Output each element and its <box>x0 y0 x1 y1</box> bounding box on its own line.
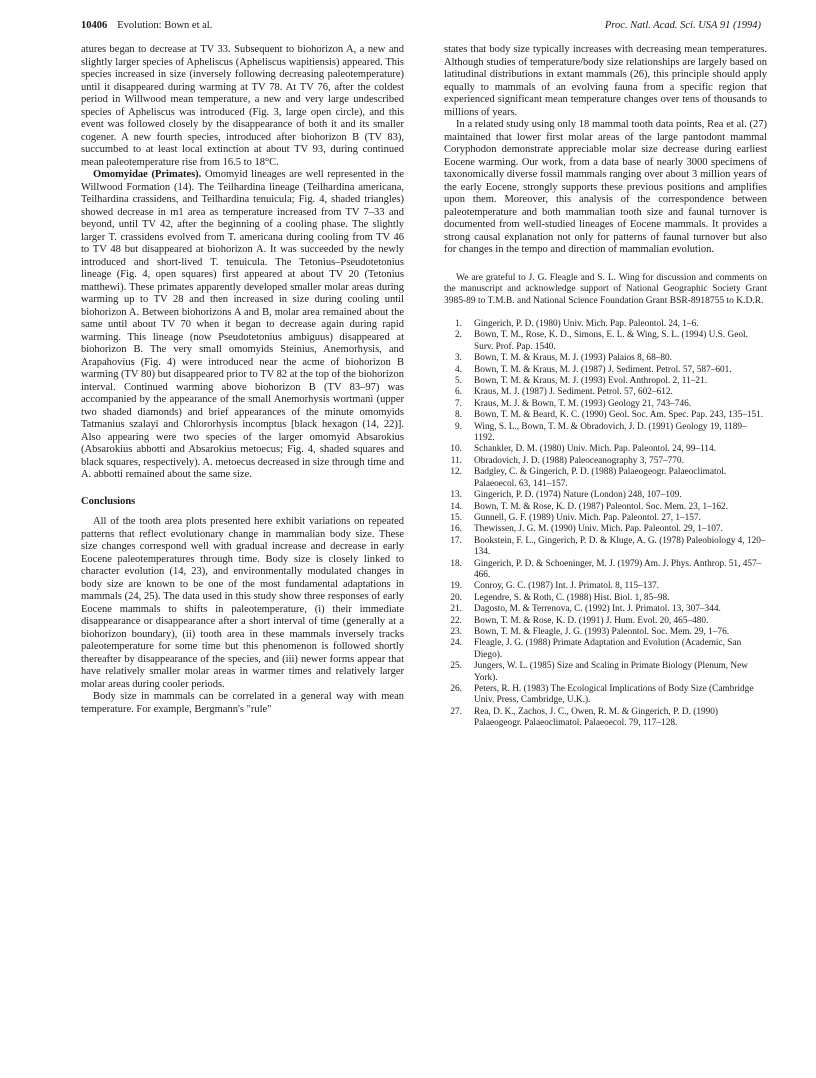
reference-text: Bown, T. M. & Kraus, M. J. (1987) J. Sediment. Petrol. 57, 587–601. <box>474 364 732 375</box>
paragraph-related-study: In a related study using only 18 mammal tooth data points, Rea et al. (27) maintained that lower first molar areas of the large pantodont mammal Coryphodon demonstrate appreciable molar size decrease during earliest Eocene warming. Our work, from a data base of nearly 3000 specimens of taxonomically diverse fossil mammals ranging over about 3 million years of the early Eocene, strongly supports these previous positions and amplifies upon them. Moreover, this analysis of the correspondence between paleotemperature and both mammalian tooth size and faunal turnover is documented from well-studied lineages of Eocene mammals. It provides a strong causal explanation not only for patterns of faunal turnover but also for changes in the tempo and direction of mammalian evolution. <box>444 119 767 255</box>
reference-number: 26. <box>450 684 462 694</box>
reference-text: Bown, T. M. & Rose, K. D. (1991) J. Hum. Evol. 20, 465–480. <box>474 615 709 626</box>
reference-text: Bown, T. M. & Kraus, M. J. (1993) Palaios 8, 68–80. <box>474 353 672 364</box>
running-header <box>81 20 761 34</box>
reference-number: 21. <box>450 604 462 615</box>
reference-item <box>444 604 767 615</box>
conclusions-heading: Conclusions <box>81 495 136 507</box>
reference-text: Gingerich, P. D. (1980) Univ. Mich. Pap. Paleontol. 24, 1–6. <box>474 319 699 329</box>
reference-number: 13. <box>450 490 462 501</box>
reference-text: Gingerich, P. D. (1974) Nature (London) 248, 107–109. <box>474 490 682 501</box>
reference-item <box>444 593 767 604</box>
right-column <box>444 44 767 730</box>
reference-text: Jungers, W. L. (1985) Size and Scaling in Primate Biology (Plenum, New York). <box>474 661 748 683</box>
reference-text: Kraus, M. J. & Bown, T. M. (1993) Geology 21, 743–746. <box>474 398 692 409</box>
reference-text: Thewissen, J. G. M. (1990) Univ. Mich. Pap. Paleontol. 29, 1–107. <box>474 524 723 535</box>
reference-number: 7. <box>455 398 462 409</box>
reference-number: 22. <box>450 615 462 626</box>
reference-item <box>444 387 767 398</box>
reference-text: Bown, T. M. & Rose, K. D. (1987) Paleontol. Soc. Mem. 23, 1–162. <box>474 501 729 512</box>
reference-number: 19. <box>450 581 462 592</box>
page-number: 10406 <box>81 20 108 31</box>
reference-text: Badgley, C. & Gingerich, P. D. (1988) Palaeogeogr. Palaeoclimatol. Palaeoecol. 63, 141–157. <box>474 467 727 489</box>
omomyidae-heading: Omomyidae (Primates). <box>93 169 202 180</box>
reference-text: Fleagle, J. G. (1988) Primate Adaptation and Evolution (Academic, San Diego). <box>474 638 742 660</box>
reference-number: 3. <box>455 353 462 364</box>
reference-number: 12. <box>450 467 462 478</box>
paragraph-bergmann: states that body size typically increases with decreasing mean temperatures. Although studies of temperature/body size relationships are largely based on latitudinal distributions in extant mammals (26), this principle should apply equally to mammals of an evolving fauna from a specific region that experienced significant mean temperature changes over tens of thousands to millions of years. <box>444 44 767 118</box>
reference-number: 8. <box>455 410 462 421</box>
reference-item <box>444 365 767 376</box>
reference-number: 1. <box>455 319 462 329</box>
reference-text: Gunnell, G. F. (1989) Univ. Mich. Pap. Paleontol. 27, 1–157. <box>474 512 701 523</box>
reference-text: Bookstein, F. L., Gingerich, P. D. & Kluge, A. G. (1978) Paleobiology 4, 120–134. <box>474 535 766 558</box>
omomyidae-text: Omomyid lineages are well represented in the Willwood Formation (14). The Teilhardina lineage (Teilhardina americana, Teilhardina crassidens, and Teilhardina tenuicula; Fig. 4, shaded triangles) showed decrease in m1 area as temperature increased from TV 7–33 and beyond, until TV 42, after the beginning of a cooling phase. The slightly larger T. crassidens evolved from T. americana during cooling from TV 46 to TV 48 but disappeared at biohorizon A. It was succeeded by the newly introduced and short-lived T. tenuicula. The Tetonius–Pseudotetonius lineage (Fig. 4, open squares) first appeared at about TV 20 (Tetonius matthewi). These primates apparently developed smaller molar areas during warming up to TV 28 and then increased in size during cooling until biohorizon A. Between biohorizons A and B, molar area remained about the same until about TV 70 when it began to decrease again during rapid warming. This lineage (now Pseudotetonius ambiguus) disappeared at biohorizon B. The very small omomyids Steinius, Anemorhysis, and Arapahovius (Fig. 4) were introduced near the acme of biohorizon B warming (TV 80) but disappeared prior to TV 82 at the top of the biohorizon interval. Continued warming above biohorizon B (TV 83–97) was accompanied by the appearance of the small Anemorhysis wortmani (upper two shaded diamonds) and brief appearances of the minute omomyids Tatmanius szalayi and Chlororhysis incomptus [black hexagon (14, 22)]. Also appearing were two species of the larger omomyid Absarokius (Absarokius abbotti and Absarokius metoecus; Fig. 4, shaded squares and black squares, respectively). A. metoecus decreased in size through time and A. abbotti remained about the same size. <box>81 169 404 480</box>
reference-list <box>444 319 767 730</box>
reference-number: 9. <box>455 421 462 432</box>
paragraph-conclusions: All of the tooth area plots presented here exhibit variations on repeated patterns that reflect evolutionary change in mammalian body size. These size changes correspond well with gradual increase and decrease in early Eocene paleotemperatures through time. Body size is closely linked to character evolution (14, 23), and environmentally modulated changes in body size are known to be one of the most fundamental adaptations in mammals (24, 25). The data used in this study show three responses of early Eocene mammals to shifts in paleotemperature, (i) their immediate disappearance or disappearance after a short interval of time (generally at a biohorizon boundary), (ii) tooth area in these mammals inversely tracks paleotemperature for some time but this phenomenon is followed shortly thereafter by disappearance of the species, and (iii) newer forms appear that have relatively smaller molar areas in warmer times and relatively larger molar areas during cooler periods. <box>81 516 404 690</box>
running-title: Evolution: Bown et al. <box>117 20 213 31</box>
acknowledgment: We are grateful to J. G. Fleagle and S. L. Wing for discussion and comments on the manuscript and acknowledge support of National Geographic Society Grant 3985-89 to T.M.B. and National Science Foundation Grant BSR-8918755 to K.D.R. <box>444 272 767 306</box>
reference-item <box>444 456 767 467</box>
reference-item <box>444 638 767 661</box>
reference-item <box>444 707 767 730</box>
reference-item <box>444 422 767 445</box>
reference-item <box>444 330 767 353</box>
reference-number: 11. <box>450 455 462 466</box>
paragraph-omomyidae <box>81 169 404 482</box>
reference-item <box>444 513 767 524</box>
reference-item <box>444 319 767 330</box>
reference-item <box>444 581 767 592</box>
paragraph-body-size: Body size in mammals can be correlated in a general way with mean temperature. For example, Bergmann's "rule" <box>81 691 404 715</box>
left-column <box>81 44 404 716</box>
reference-number: 25. <box>450 661 462 672</box>
reference-item <box>444 524 767 535</box>
reference-item <box>444 616 767 627</box>
reference-text: Gingerich, P. D. & Schoeninger, M. J. (1979) Am. J. Phys. Anthrop. 51, 457–466. <box>474 558 762 580</box>
reference-text: Conroy, G. C. (1987) Int. J. Primatol. 8, 115–137. <box>474 581 659 592</box>
reference-number: 15. <box>450 512 462 523</box>
reference-item <box>444 536 767 559</box>
reference-number: 27. <box>450 706 462 717</box>
reference-item <box>444 661 767 684</box>
reference-text: Kraus, M. J. (1987) J. Sediment. Petrol. 57, 602–612. <box>474 387 673 398</box>
reference-item <box>444 376 767 387</box>
reference-text: Obradovich, J. D. (1988) Paleoceanography 3, 757–770. <box>474 455 684 466</box>
reference-text: Bown, T. M. & Fleagle, J. G. (1993) Paleontol. Soc. Mem. 29, 1–76. <box>474 626 730 637</box>
reference-number: 14. <box>450 501 462 512</box>
reference-number: 18. <box>450 558 462 569</box>
paragraph-apheliscus: atures began to decrease at TV 33. Subsequent to biohorizon A, a new and slightly larger species of Apheliscus (Apheliscus wapitiensis) appeared. This species increased in size (inversely following decreasing paleotemperature) until it disappeared during warming at TV 78. At TV 76, after the coldest period in Willwood mean temperature, a new and very large undescribed species of Apheliscus was introduced (Fig. 3, large open circle), and this event was followed closely by the disappearance of both it and its smaller cogener. A new fourth species, introduced after biohorizon B (TV 83), succumbed to at least local extinction at about TV 93, during continued mean paleotemperature rise from 16.5 to 18°C. <box>81 44 404 168</box>
reference-number: 17. <box>450 535 462 546</box>
reference-number: 10. <box>450 444 462 455</box>
reference-item <box>444 444 767 455</box>
reference-text: Bown, T. M., Rose, K. D., Simons, E. L. & Wing, S. L. (1994) U.S. Geol. Surv. Prof. Pap. 1540. <box>474 330 748 352</box>
reference-item <box>444 684 767 707</box>
reference-item <box>444 353 767 364</box>
reference-item <box>444 490 767 501</box>
reference-text: Schankler, D. M. (1980) Univ. Mich. Pap. Paleontol. 24, 99–114. <box>474 444 716 455</box>
reference-item <box>444 410 767 421</box>
reference-text: Dagosto, M. & Terrenova, C. (1992) Int. J. Primatol. 13, 307–344. <box>474 604 721 615</box>
reference-item <box>444 559 767 582</box>
reference-item <box>444 502 767 513</box>
reference-number: 24. <box>450 638 462 649</box>
reference-item <box>444 627 767 638</box>
reference-item <box>444 467 767 490</box>
reference-number: 5. <box>455 376 462 387</box>
journal-citation: Proc. Natl. Acad. Sci. USA 91 (1994) <box>604 20 761 31</box>
reference-number: 20. <box>450 592 462 603</box>
reference-text: Wing, S. L., Bown, T. M. & Obradovich, J. D. (1991) Geology 19, 1189–1192. <box>474 421 747 444</box>
reference-number: 6. <box>455 387 462 398</box>
reference-text: Bown, T. M. & Beard, K. C. (1990) Geol. Soc. Am. Spec. Pap. 243, 135–151. <box>474 410 764 421</box>
header-left <box>81 20 212 31</box>
reference-text: Peters, R. H. (1983) The Ecological Implications of Body Size (Cambridge Univ. Press, Cambridge, U.K.). <box>474 684 754 706</box>
reference-number: 16. <box>450 524 462 535</box>
reference-number: 2. <box>455 330 462 341</box>
reference-text: Bown, T. M. & Kraus, M. J. (1993) Evol. Anthropol. 2, 11–21. <box>474 376 708 387</box>
reference-text: Legendre, S. & Roth, C. (1988) Hist. Biol. 1, 85–98. <box>474 592 670 603</box>
reference-number: 23. <box>450 626 462 637</box>
reference-text: Rea, D. K., Zachos, J. C., Owen, R. M. & Gingerich, P. D. (1990) Palaeogeogr. Palaeoclimatol. Palaeoecol. 79, 117–128. <box>474 706 719 729</box>
reference-number: 4. <box>455 364 462 375</box>
reference-item <box>444 399 767 410</box>
